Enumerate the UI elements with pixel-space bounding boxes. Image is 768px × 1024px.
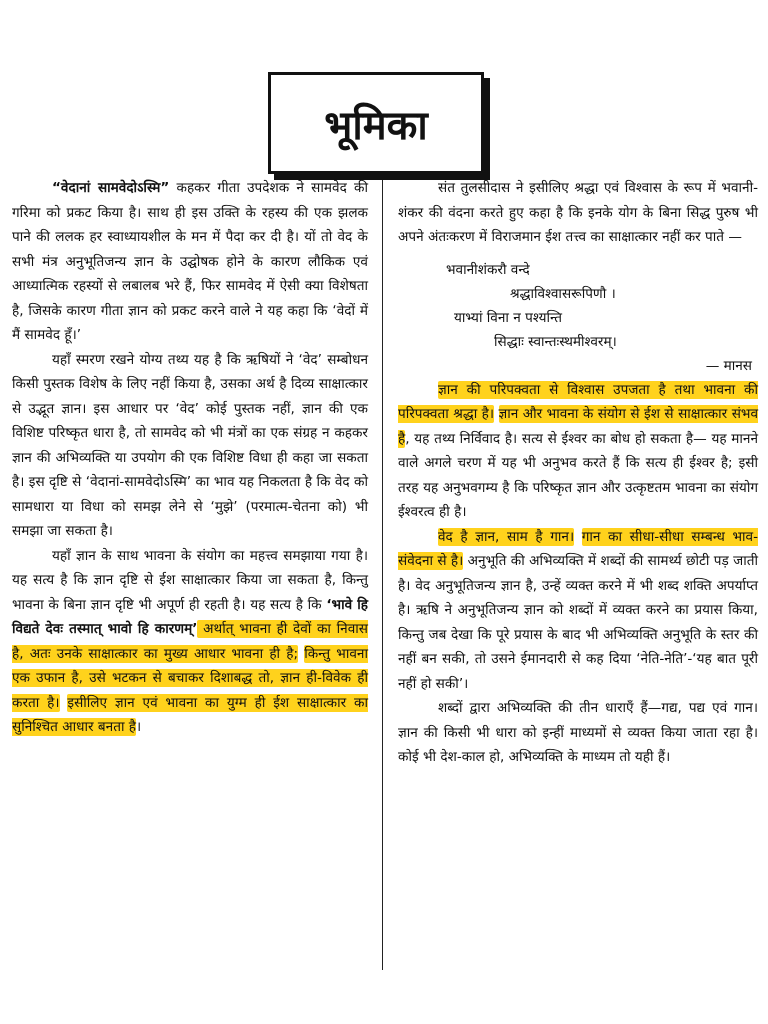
gita-quote: “वेदानां सामवेदोऽस्मि” xyxy=(52,180,170,196)
right-paragraph-1: संत तुलसीदास ने इसीलिए श्रद्धा एवं विश्वास के रूप में भवानी-शंकर की वंदना करते हुए कहा है कि इनके योग के बिना सिद्ध पुरुष भी अपने अंतःकरण में विराजमान ईश तत्त्व का साक्षात्कार नहीं कर पाते — xyxy=(398,180,758,245)
page-title xyxy=(268,72,484,174)
left-paragraph-2: यहाँ स्मरण रखने योग्य तथ्य यह है कि ऋषियों ने ‘वेद’ सम्बोधन किसी पुस्तक विशेष के लिए नहीं किया है, उसका अर्थ है दिव्य साक्षात्कार से उद्भूत ज्ञान। इस आधार पर ‘वेद’ कोई पुस्तक नहीं, ज्ञान की एक विशिष्ट परिष्कृत धारा है, तो सामवेद को भी मंत्रों का एक संग्रह न कहकर ज्ञान की अभिव्यक्ति या उपयोग की एक विशिष्ट विधा ही कहा जा सकता है। इस दृष्टि से ‘वेदानां-सामवेदोऽस्मि’ का भाव यह निकलता है कि वेद को सामधारा या विधा को समझ लेने से ‘मुझे’ (परमात्म-चेतना को) भी समझा जा सकता है। xyxy=(12,351,368,539)
verse-source: — मानस xyxy=(705,357,752,374)
right-column xyxy=(398,176,758,770)
right-paragraph-3 xyxy=(398,525,758,697)
column-divider xyxy=(382,180,383,970)
left-paragraph-3-end: । xyxy=(136,719,142,735)
verse-line-4: सिद्धाः स्वान्तःस्थमीश्वरम्। xyxy=(494,333,617,350)
highlighted-text: अर्थात् भावना ही देवों का निवास है, अतः उनके साक्षात्कार का मुख्य आधार भावना ही है; xyxy=(12,621,368,662)
right-paragraph-2 xyxy=(398,378,758,525)
spacer-text xyxy=(494,406,498,422)
highlighted-text: इसीलिए ज्ञान एवं भावना का युग्म ही ईश साक्षात्कार का सुनिश्चित आधार बनता है xyxy=(12,694,368,735)
highlighted-text: किन्तु भावना एक उफान है, उसे भटकन से बचाकर दिशाबद्ध तो, ज्ञान ही-विवेक ही करता है। xyxy=(12,645,368,711)
left-paragraph-1-text: कहकर गीता उपदेशक ने सामवेद की गरिमा को प्रकट किया है। साथ ही इस उक्ति के रहस्य की एक झलक पाने की ललक हर स्वाध्यायशील के मन में पैदा कर दी है। यों तो वेद के सभी मंत्र अनुभूतिजन्य ज्ञान के उद्घोषक होने के कारण लौकिक एवं आध्यात्मिक रहस्यों से लबालब भरे हैं, फिर सामवेद में ऐसी क्या विशेषता है, जिसके कारण गीता ज्ञान को प्रकट करने वाले ने यह कहा कि ‘वेदों में मैं सामवेद हूँ।’ xyxy=(12,180,368,343)
highlighted-text: ज्ञान की परिपक्वता से विश्वास उपजता है तथा भावना की परिपक्वता श्रद्धा है। xyxy=(398,381,758,422)
verse-line-2: श्रद्धाविश्वासरूपिणौ । xyxy=(510,285,616,302)
right-paragraph-2-text: , यह तथ्य निर्विवाद है। सत्य से ईश्वर का बोध हो सकता है— यह मानने वाले अगले चरण में यह भी अनुभव करते हैं कि सत्य ही ईश्वर है; इसी तरह यह अनुभवगम्य है कि परिष्कृत ज्ञान और उत्कृष्टतम भावना का संयोग ईश्वरत्व ही है। xyxy=(398,430,758,520)
verse-line-1: भवानीशंकरौ वन्दे xyxy=(446,261,530,278)
verse-line-3: याभ्यां विना न पश्यन्ति xyxy=(454,309,562,326)
highlighted-text: गान का सीधा-सीधा सम्बन्ध भाव-संवेदना से है। xyxy=(398,528,758,569)
highlighted-text: ज्ञान और भावना के संयोग से ईश से साक्षात्कार संभव है xyxy=(398,406,759,447)
verse-block xyxy=(398,258,758,378)
highlighted-text: वेद है ज्ञान, साम है गान। xyxy=(438,528,575,545)
left-paragraph-3 xyxy=(12,544,368,740)
spacer-text xyxy=(574,529,582,545)
left-column xyxy=(12,176,368,740)
right-paragraph-4: शब्दों द्वारा अभिव्यक्ति की तीन धाराएँ हैं—गद्य, पद्य एवं गान। ज्ञान की किसी भी धारा को इन्हीं माध्यमों से व्यक्त किया जाता रहा है। कोई भी देश-काल हो, अभिव्यक्ति के माध्यम तो यही हैं। xyxy=(398,700,758,765)
page-title-text: भूमिका xyxy=(324,102,428,149)
right-paragraph-3-text: अनुभूति की अभिव्यक्ति में शब्दों की सामर्थ्य छोटी पड़ जाती है। वेद अनुभूतिजन्य ज्ञान है, उन्हें व्यक्त करने में भी शब्द शक्ति अपर्याप्त है। ऋषि ने अनुभूतिजन्य ज्ञान को शब्दों में व्यक्त करने का प्रयास किया, किन्तु जब देखा कि पूरे प्रयास के बाद भी अभिव्यक्ति अनुभूति के स्तर की नहीं बन सकी, तो उसने ईमानदारी से कह दिया ‘नेति-नेति’-‘यह बात पूरी नहीं हो सकी’। xyxy=(398,553,759,692)
sanskrit-quote: ‘भावे हि विद्यते देवः तस्मात् भावो हि कारणम्’ xyxy=(12,596,369,637)
left-paragraph-1 xyxy=(12,176,368,348)
left-paragraph-3-text: यहाँ ज्ञान के साथ भावना के संयोग का महत्त्व समझाया गया है। यह सत्य है कि ज्ञान दृष्टि से ईश साक्षात्कार किया जा सकता है, किन्तु भावना के बिना ज्ञान दृष्टि भी अपूर्ण ही रहती है। यह सत्य है कि xyxy=(12,547,368,613)
